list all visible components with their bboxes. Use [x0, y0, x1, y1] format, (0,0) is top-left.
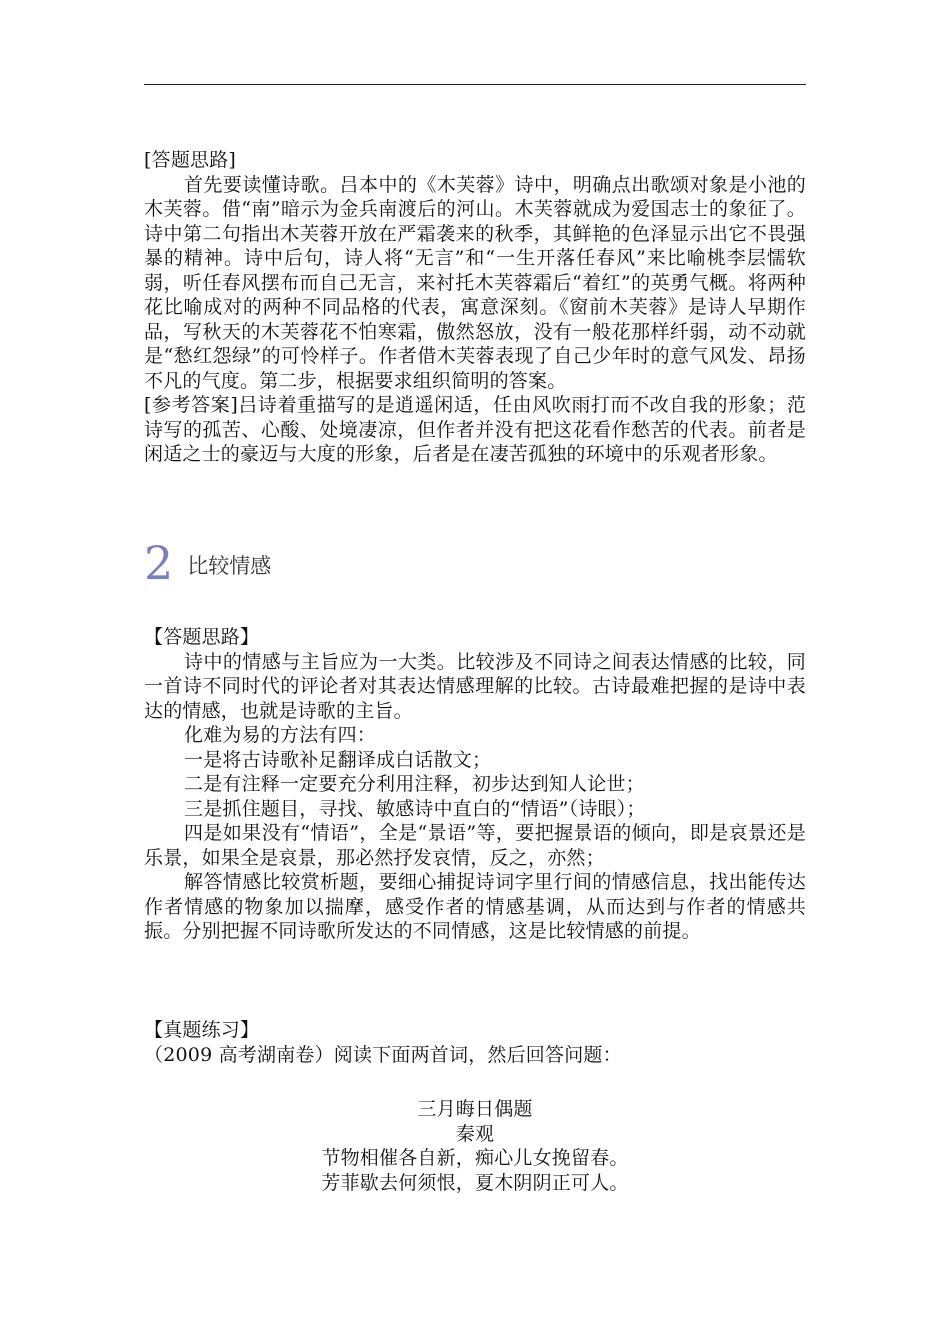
- poem-title: 三月晦日偶题: [417, 1098, 533, 1120]
- section1: [144, 148, 806, 467]
- section2: [144, 625, 806, 944]
- poem: [144, 1097, 806, 1195]
- section2-heading: 【答题思路】: [144, 626, 260, 648]
- method-4: 四是如果没有“情语”，全是“景语”等，要把握景语的倾向，即是哀景还是乐景，如果全是哀景，那必然抒发哀情，反之，亦然；: [144, 822, 806, 869]
- method-2: 二是有注释一定要充分利用注释，初步达到知人论世；: [184, 773, 645, 795]
- section1-answer: [参考答案]吕诗着重描写的是逍遥闲适，任由风吹雨打而不改自我的形象；范诗写的孤苦、心酸、处境凄凉，但作者并没有把这花看作愁苦的代表。前者是闲适之士的豪迈与大度的形象，后者是在凄苦孤独的环境中的乐观者形象。: [144, 394, 806, 465]
- section1-heading: [答题思路]: [144, 149, 237, 171]
- practice-heading: 【真题练习】: [144, 1019, 260, 1041]
- header-rule: [144, 84, 806, 85]
- section-title: 比较情感: [187, 554, 272, 578]
- method-1: 一是将古诗歌补足翻译成白话散文；: [184, 748, 492, 771]
- poem-author: 秦观: [455, 1122, 495, 1145]
- method-3: 三是抓住题目，寻找、敏感诗中直白的“情语”（诗眼）；: [184, 797, 646, 820]
- methods-intro: 化难为易的方法有四：: [184, 724, 377, 746]
- section1-paragraph: 首先要读懂诗歌。吕本中的《木芙蓉》诗中，明确点出歌颂对象是小池的木芙蓉。借“南”暗示为金兵南渡后的河山。木芙蓉就成为爱国志士的象征了。诗中第二句指出木芙蓉开放在严霜袭来的秋季，其鲜艳的色泽显示出它不畏强暴的精神。诗中后句，诗人将“无言”和“一生开落任春风”来比喻桃李层懦软弱，听任春风摆布而自己无言，来衬托木芙蓉霜后“着红”的英勇气概。将两种花比喻成对的两种不同品格的代表，寓意深刻。《窗前木芙蓉》是诗人早期作品，写秋天的木芙蓉花不怕寒霜，傲然怒放，没有一般花那样纤弱，动不动就是“愁红怨绿”的可怜样子。作者借木芙蓉表现了自己少年时的意气风发、昂扬不凡的气度。第二步，根据要求组织简明的答案。: [144, 173, 806, 392]
- practice-section: [144, 1018, 806, 1067]
- section2-header: [144, 536, 272, 590]
- poem-line-2: 芳菲歇去何须恨，夏木阴阴正可人。: [321, 1171, 629, 1194]
- section-number: 2: [144, 536, 174, 590]
- poem-line-1: 节物相催各自新，痴心儿女挽留春。: [321, 1147, 629, 1169]
- section2-paragraph2: 解答情感比较赏析题，要细心捕捉诗词字里行间的情感信息，找出能传达作者情感的物象加以揣摩，感受作者的情感基调，从而达到与作者的情感共振。分别把握不同诗歌所发达的不同情感，这是比较情感的前提。: [144, 871, 806, 942]
- practice-intro: （2009 高考湖南卷）阅读下面两首词，然后回答问题：: [144, 1043, 622, 1066]
- section2-paragraph1: 诗中的情感与主旨应为一大类。比较涉及不同诗之间表达情感的比较，同一首诗不同时代的评论者对其表达情感理解的比较。古诗最难把握的是诗中表达的情感，也就是诗歌的主旨。: [144, 650, 806, 722]
